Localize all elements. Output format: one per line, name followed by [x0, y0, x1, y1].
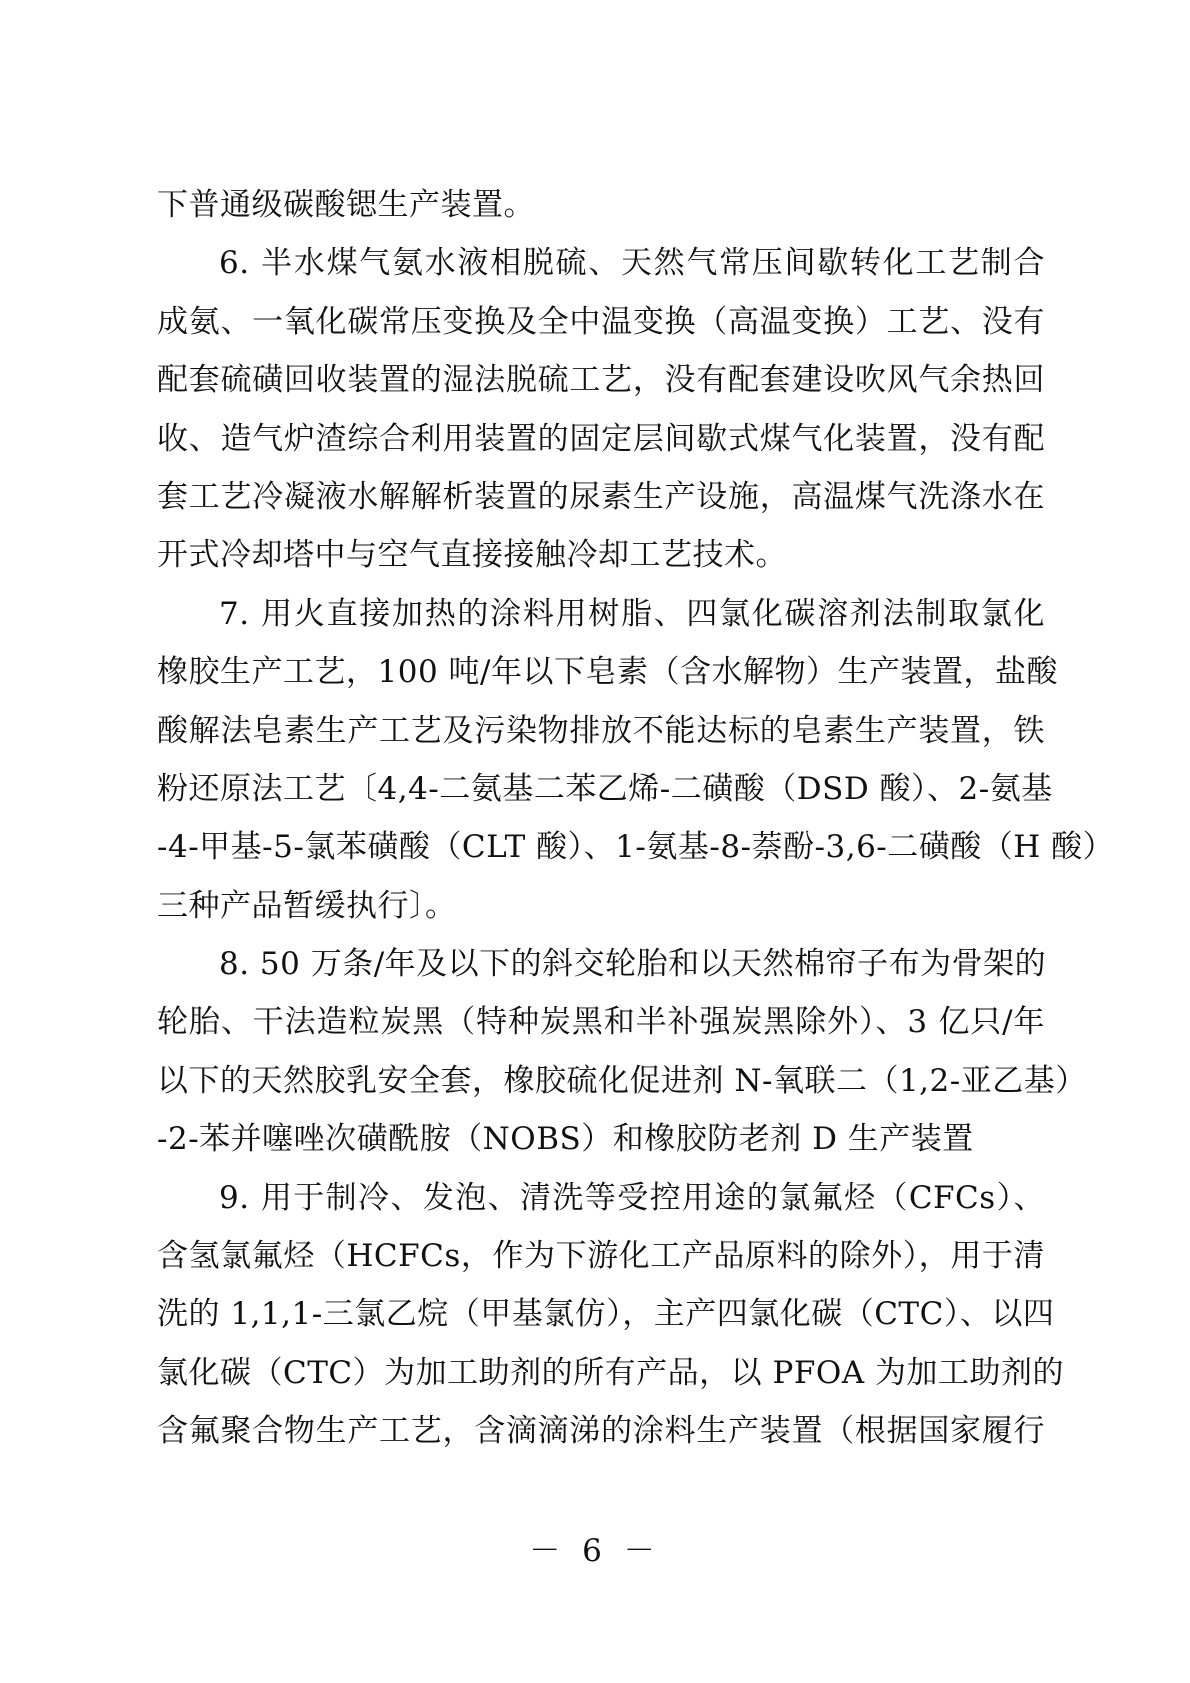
text-line: 7. 用火直接加热的涂料用树脂、四氯化碳溶剂法制取氯化 — [219, 595, 1045, 632]
text-line: 粉还原法工艺〔4,4-二氨基二苯乙烯-二磺酸（DSD 酸）、2-氨基 — [157, 770, 1053, 807]
text-line: -4-甲基-5-氯苯磺酸（CLT 酸）、1-氨基-8-萘酚-3,6-二磺酸（H 酸） — [157, 829, 1115, 866]
text-line: 9. 用于制冷、发泡、清洗等受控用途的氯氟烃（CFCs）、 — [219, 1179, 1045, 1216]
text-line: 收、造气炉渣综合利用装置的固定层间歇式煤气化装置，没有配 — [157, 420, 1045, 457]
text-line: 轮胎、干法造粒炭黑（特种炭黑和半补强炭黑除外）、3 亿只/年 — [157, 1004, 1045, 1041]
text-line: 酸解法皂素生产工艺及污染物排放不能达标的皂素生产装置，铁 — [157, 712, 1045, 749]
body-text — [157, 176, 1115, 1461]
page-number: － 6 － — [529, 1533, 661, 1569]
text-line: 氯化碳（CTC）为加工助剂的所有产品，以 PFOA 为加工助剂的 — [157, 1354, 1064, 1391]
text-line: 成氨、一氧化碳常压变换及全中温变换（高温变换）工艺、没有 — [157, 303, 1045, 340]
text-line: 配套硫磺回收装置的湿法脱硫工艺，没有配套建设吹风气余热回 — [157, 362, 1045, 399]
text-line: 含氢氯氟烃（HCFCs，作为下游化工产品原料的除外），用于清 — [157, 1238, 1045, 1275]
text-line: 含氟聚合物生产工艺，含滴滴涕的涂料生产装置（根据国家履行 — [157, 1413, 1045, 1450]
text-line: 开式冷却塔中与空气直接接触冷却工艺技术。 — [157, 537, 787, 574]
text-line: 6. 半水煤气氨水液相脱硫、天然气常压间歇转化工艺制合 — [219, 245, 1045, 282]
text-line: -2-苯并噻唑次磺酰胺（NOBS）和橡胶防老剂 D 生产装置 — [157, 1121, 974, 1158]
text-line: 8. 50 万条/年及以下的斜交轮胎和以天然棉帘子布为骨架的 — [219, 946, 1047, 983]
text-line: 套工艺冷凝液水解解析装置的尿素生产设施，高温煤气洗涤水在 — [157, 478, 1045, 515]
text-line: 三种产品暂缓执行〕。 — [157, 887, 457, 924]
text-line: 下普通级碳酸锶生产装置。 — [157, 187, 535, 223]
text-line: 洗的 1,1,1-三氯乙烷（甲基氯仿），主产四氯化碳（CTC）、以四 — [157, 1296, 1055, 1333]
text-line: 橡胶生产工艺，100 吨/年以下皂素（含水解物）生产装置，盐酸 — [157, 654, 1058, 691]
text-line: 以下的天然胶乳安全套，橡胶硫化促进剂 N-氧联二（1,2-亚乙基） — [157, 1062, 1087, 1099]
